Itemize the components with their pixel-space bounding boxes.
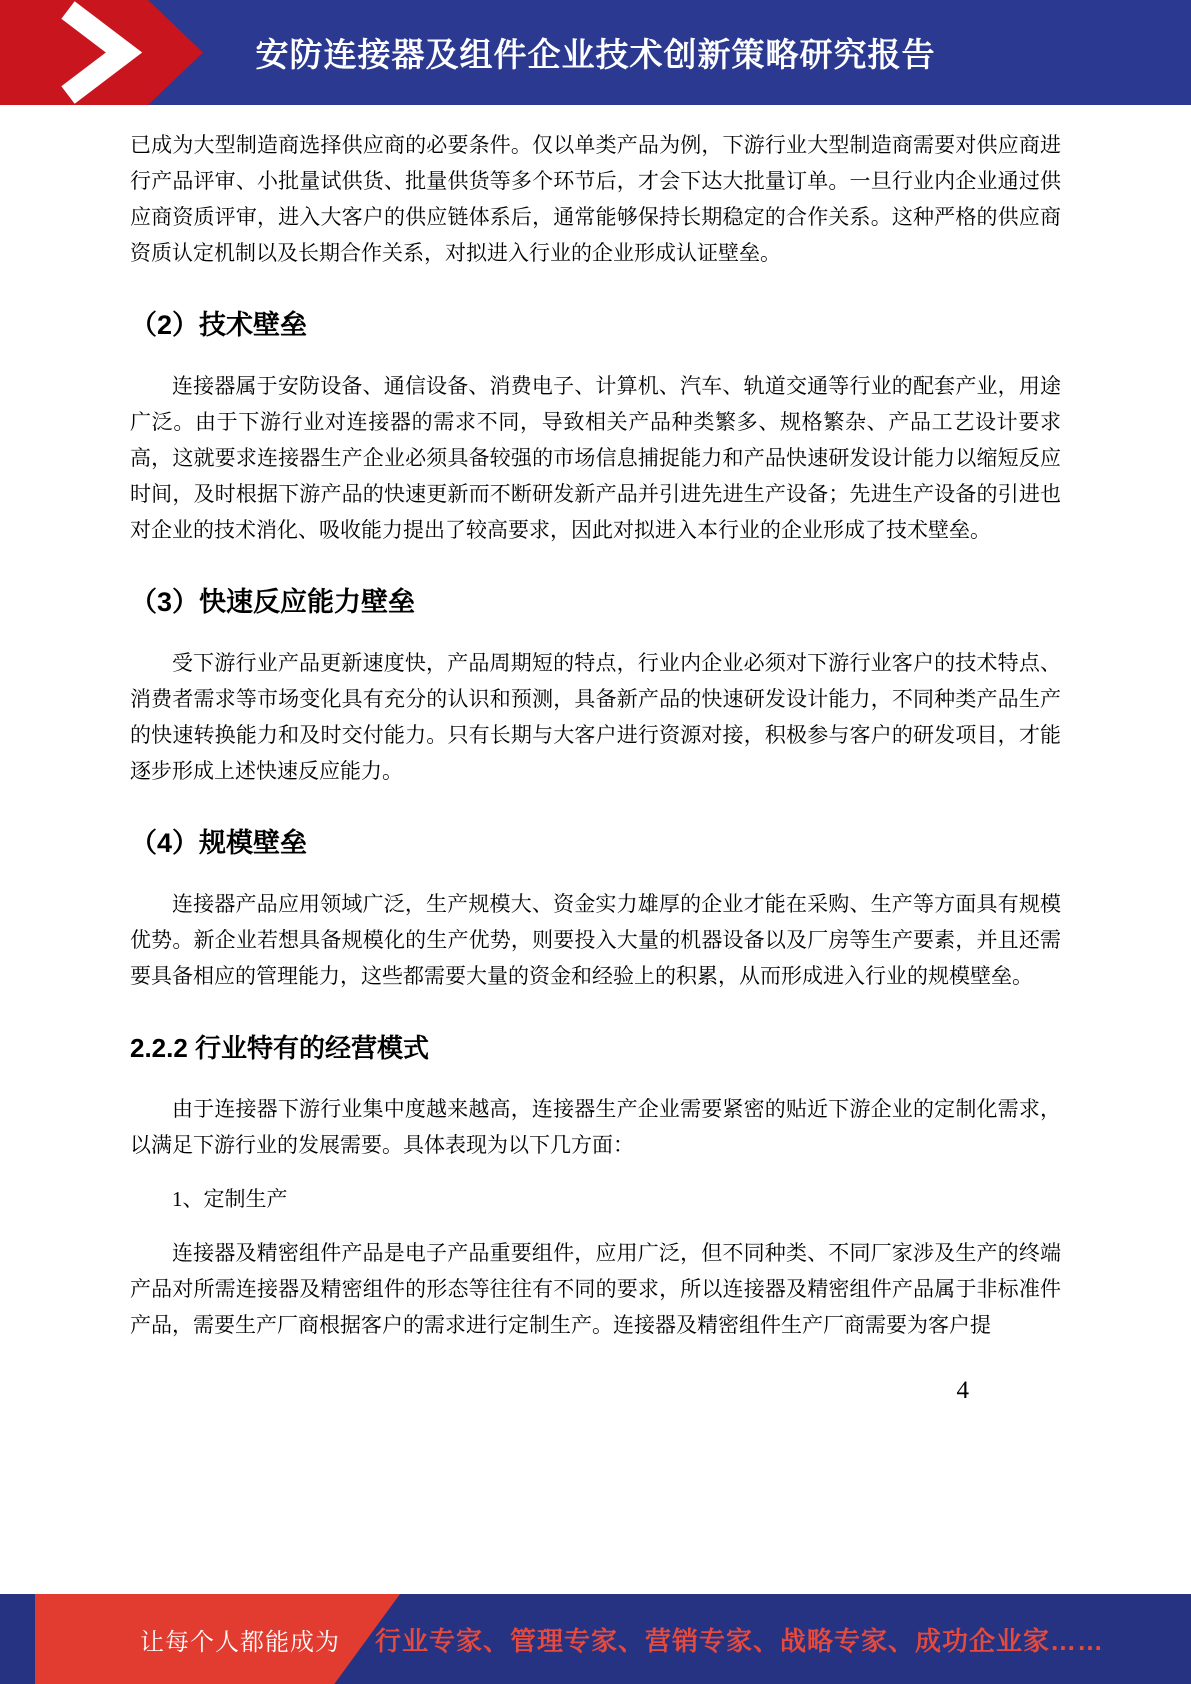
header-banner — [0, 0, 1191, 105]
footer-corner-block — [0, 1594, 35, 1684]
footer-slogan-right: 行业专家、管理专家、营销专家、战略专家、成功企业家…… — [375, 1625, 1105, 1656]
list-item: 1、定制生产 — [172, 1187, 288, 1211]
paragraph: 已成为大型制造商选择供应商的必要条件。仅以单类产品为例，下游行业大型制造商需要对供应商进行产品评审、小批量试供货、批量供货等多个环节后，才会下达大批量订单。一旦行业内企业通过供应商资质评审，进入大客户的供应链体系后，通常能够保持长期稳定的合作关系。这种严格的供应商资质认定机制以及长期合作关系，对拟进入行业的企业形成认证壁垒。 — [130, 133, 1061, 265]
section-heading-numbered: 2.2.2 行业特有的经营模式 — [130, 1033, 430, 1063]
report-title: 安防连接器及组件企业技术创新策略研究报告 — [255, 36, 936, 73]
paragraph: 连接器及精密组件产品是电子产品重要组件，应用广泛，但不同种类、不同厂家涉及生产的终端产品对所需连接器及精密组件的形态等往往有不同的要求，所以连接器及精密组件产品属于非标准件产品，需要生产厂商根据客户的需求进行定制生产。连接器及精密组件生产厂商需要为客户提 — [130, 1241, 1061, 1337]
section-heading: （2）技术壁垒 — [130, 310, 308, 340]
document-content — [0, 105, 1191, 1405]
footer-slogan-left: 让每个人都能成为 — [140, 1628, 340, 1656]
page-number: 4 — [956, 1377, 969, 1404]
section-heading: （4）规模壁垒 — [130, 828, 308, 858]
paragraph: 连接器属于安防设备、通信设备、消费电子、计算机、汽车、轨道交通等行业的配套产业，用途广泛。由于下游行业对连接器的需求不同，导致相关产品种类繁多、规格繁杂、产品工艺设计要求高，这就要求连接器生产企业必须具备较强的市场信息捕捉能力和产品快速研发设计能力以缩短反应时间，及时根据下游产品的快速更新而不断研发新产品并引进先进生产设备；先进生产设备的引进也对企业的技术消化、吸收能力提出了较高要求，因此对拟进入本行业的企业形成了技术壁垒。 — [130, 374, 1061, 542]
paragraph: 受下游行业产品更新速度快，产品周期短的特点，行业内企业必须对下游行业客户的技术特点、消费者需求等市场变化具有充分的认识和预测，具备新产品的快速研发设计能力，不同种类产品生产的快速转换能力和及时交付能力。只有长期与大客户进行资源对接，积极参与客户的研发项目，才能逐步形成上述快速反应能力。 — [130, 651, 1061, 783]
footer-banner — [0, 1594, 1191, 1684]
section-heading: （3）快速反应能力壁垒 — [130, 587, 416, 617]
paragraph: 由于连接器下游行业集中度越来越高，连接器生产企业需要紧密的贴近下游企业的定制化需求，以满足下游行业的发展需要。具体表现为以下几方面： — [130, 1097, 1061, 1157]
paragraph: 连接器产品应用领域广泛，生产规模大、资金实力雄厚的企业才能在采购、生产等方面具有规模优势。新企业若想具备规模化的生产优势，则要投入大量的机器设备以及厂房等生产要素，并且还需要具备相应的管理能力，这些都需要大量的资金和经验上的积累，从而形成进入行业的规模壁垒。 — [130, 892, 1061, 988]
